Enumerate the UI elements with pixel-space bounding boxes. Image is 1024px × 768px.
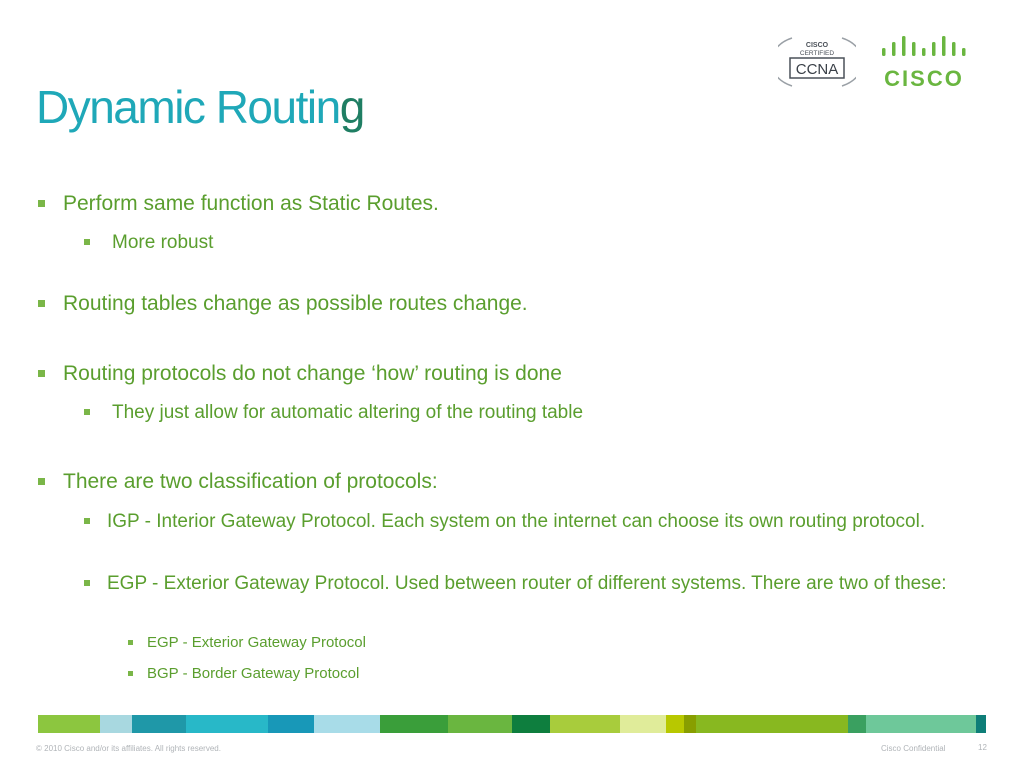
- badge-certified-text: CERTIFIED: [799, 50, 835, 57]
- stripe-segment: [448, 715, 512, 733]
- bullet-text: There are two classification of protocols:: [63, 470, 438, 493]
- bullet-marker: [38, 478, 45, 485]
- bullet-text: Perform same function as Static Routes.: [63, 192, 439, 215]
- bullet-marker: [38, 300, 45, 307]
- stripe-segment: [380, 715, 448, 733]
- title-text: Dynamic Routin: [36, 81, 340, 133]
- bullet-marker: [128, 640, 133, 645]
- cisco-wordmark: CISCO: [884, 66, 964, 90]
- stripe-segment: [976, 715, 986, 733]
- bullet-text: EGP - Exterior Gateway Protocol: [147, 634, 366, 651]
- sub-sub-bullet-item: [128, 634, 366, 651]
- stripe-segment: [550, 715, 620, 733]
- bullet-item: [38, 292, 528, 316]
- stripe-segment: [512, 715, 550, 733]
- slide-title: [36, 80, 364, 134]
- sub-bullet-item: [84, 571, 964, 597]
- page-number: 12: [978, 743, 987, 752]
- bullet-marker: [128, 671, 133, 676]
- bullet-marker: [84, 239, 90, 245]
- sub-bullet-item: [84, 400, 583, 426]
- sub-sub-bullet-item: [128, 665, 359, 682]
- cisco-logo: [880, 34, 988, 90]
- stripe-segment: [696, 715, 848, 733]
- bullet-text: More robust: [112, 232, 214, 253]
- confidential-label: Cisco Confidential: [881, 744, 946, 753]
- bullet-item: [38, 470, 438, 494]
- bullet-text: IGP - Interior Gateway Protocol. Each system on the internet can choose its own routing protocol.: [107, 511, 926, 532]
- ccna-badge-logo: [778, 34, 856, 90]
- bullet-text: They just allow for automatic altering of the routing table: [112, 402, 584, 423]
- stripe-segment: [186, 715, 268, 733]
- stripe-segment: [866, 715, 976, 733]
- bullet-marker: [38, 370, 45, 377]
- stripe-segment: [666, 715, 684, 733]
- stripe-segment: [684, 715, 696, 733]
- stripe-segment: [268, 715, 314, 733]
- stripe-segment: [848, 715, 866, 733]
- copyright-text: © 2010 Cisco and/or its affiliates. All rights reserved.: [36, 744, 221, 753]
- stripe-segment: [620, 715, 666, 733]
- bullet-marker: [84, 518, 90, 524]
- sub-bullet-item: [84, 230, 213, 256]
- bullet-marker: [38, 200, 45, 207]
- bullet-text: Routing tables change as possible routes change.: [63, 292, 528, 315]
- badge-cisco-text: CISCO: [805, 42, 829, 49]
- stripe-segment: [314, 715, 380, 733]
- title-accent-letter: g: [339, 81, 364, 133]
- bullet-text: Routing protocols do not change ‘how’ routing is done: [63, 362, 562, 385]
- stripe-segment: [132, 715, 186, 733]
- footer-color-stripe: [38, 715, 987, 733]
- bullet-text: BGP - Border Gateway Protocol: [147, 665, 360, 682]
- bullet-item: [38, 362, 562, 386]
- stripe-segment: [100, 715, 132, 733]
- bullet-item: [38, 192, 439, 216]
- bullet-marker: [84, 409, 90, 415]
- badge-ccna-text: CCNA: [795, 61, 839, 78]
- stripe-segment: [38, 715, 100, 733]
- bullet-marker: [84, 580, 90, 586]
- bullet-text: EGP - Exterior Gateway Protocol. Used between router of different systems. There are two of these:: [107, 573, 947, 594]
- sub-bullet-item: [84, 509, 964, 535]
